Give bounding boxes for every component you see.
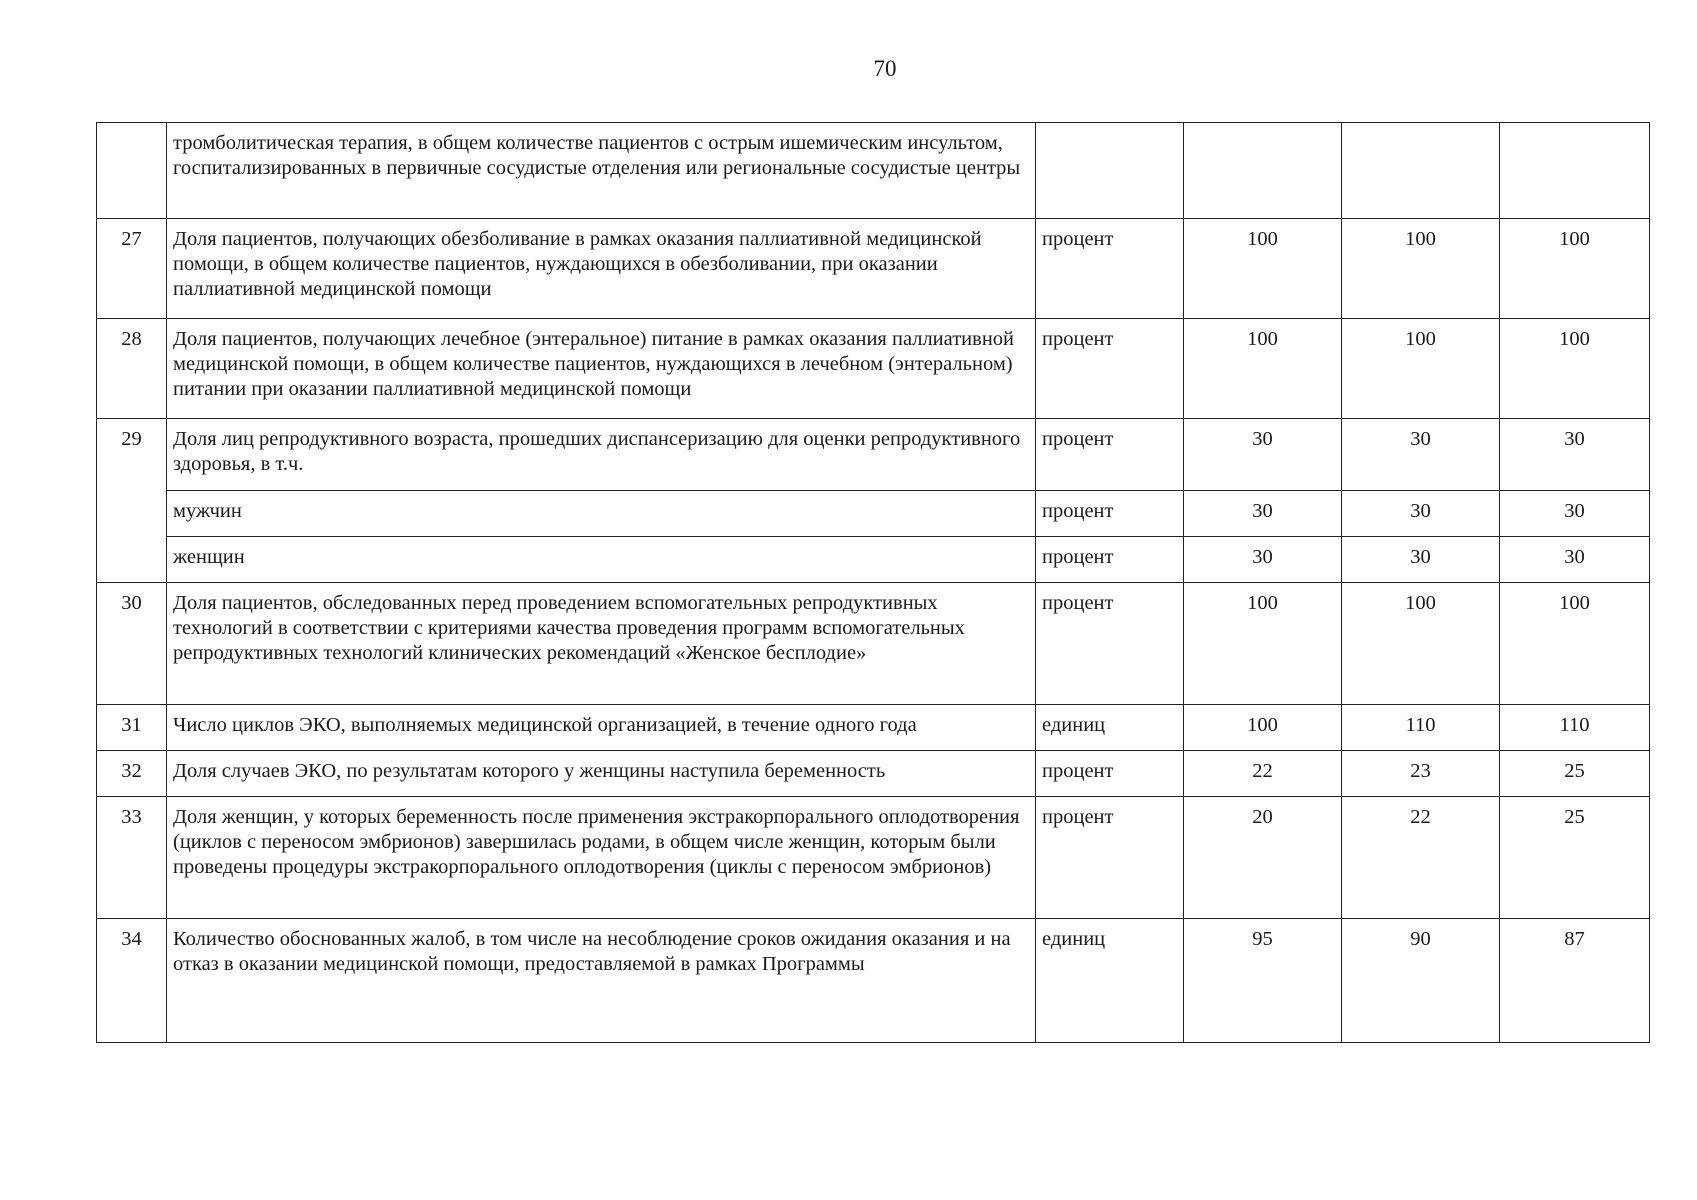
unit-cell: процент: [1036, 319, 1184, 419]
value-year-1: 30: [1184, 491, 1342, 537]
value-year-2: 100: [1342, 219, 1500, 319]
table-row: [97, 491, 1650, 537]
value-year-1: 30: [1184, 537, 1342, 583]
row-number: 28: [97, 319, 167, 419]
row-number: [97, 123, 167, 219]
value-year-2: 30: [1342, 537, 1500, 583]
indicator-description: тромболитическая терапия, в общем количестве пациентов с острым ишемическим инсультом, госпитализированных в первичные сосудистые отделения или региональные сосудистые центры: [167, 123, 1036, 219]
row-number: 30: [97, 583, 167, 705]
value-year-3: 100: [1500, 319, 1650, 419]
value-year-1: 20: [1184, 797, 1342, 919]
value-year-2: 90: [1342, 919, 1500, 1043]
value-year-3: 100: [1500, 583, 1650, 705]
indicator-description: Доля лиц репродуктивного возраста, прошедших диспансеризацию для оценки репродуктивного здоровья, в т.ч.: [167, 419, 1036, 491]
value-year-2: 30: [1342, 491, 1500, 537]
unit-cell: процент: [1036, 219, 1184, 319]
unit-cell: процент: [1036, 583, 1184, 705]
unit-cell: [1036, 123, 1184, 219]
indicator-description: Доля пациентов, получающих лечебное (энтеральное) питание в рамках оказания паллиативной медицинской помощи, в общем количестве пациентов, нуждающихся в лечебном (энтеральном) питании при оказании паллиативной медицинской помощи: [167, 319, 1036, 419]
value-year-2: 100: [1342, 319, 1500, 419]
value-year-1: 100: [1184, 319, 1342, 419]
value-year-1: 100: [1184, 705, 1342, 751]
value-year-3: 25: [1500, 797, 1650, 919]
value-year-3: 30: [1500, 537, 1650, 583]
table-row: [97, 219, 1650, 319]
indicator-description: Число циклов ЭКО, выполняемых медицинской организацией, в течение одного года: [167, 705, 1036, 751]
unit-cell: единиц: [1036, 919, 1184, 1043]
unit-cell: единиц: [1036, 705, 1184, 751]
value-year-3: 30: [1500, 419, 1650, 491]
value-year-1: 100: [1184, 583, 1342, 705]
value-year-1: 30: [1184, 419, 1342, 491]
table-row: [97, 537, 1650, 583]
value-year-3: 30: [1500, 491, 1650, 537]
unit-cell: процент: [1036, 537, 1184, 583]
value-year-2: 30: [1342, 419, 1500, 491]
table-row: [97, 705, 1650, 751]
row-number: 29: [97, 419, 167, 583]
row-number: 32: [97, 751, 167, 797]
indicator-description: Количество обоснованных жалоб, в том числе на несоблюдение сроков ожидания оказания и на отказ в оказании медицинской помощи, предоставляемой в рамках Программы: [167, 919, 1036, 1043]
table-row: [97, 751, 1650, 797]
value-year-2: 22: [1342, 797, 1500, 919]
value-year-2: 23: [1342, 751, 1500, 797]
page-number: 70: [873, 56, 897, 81]
table-row: [97, 583, 1650, 705]
value-year-3: 25: [1500, 751, 1650, 797]
indicators-table: [96, 122, 1650, 1043]
unit-cell: процент: [1036, 491, 1184, 537]
unit-cell: процент: [1036, 751, 1184, 797]
value-year-3: 87: [1500, 919, 1650, 1043]
value-year-2: 110: [1342, 705, 1500, 751]
value-year-1: 95: [1184, 919, 1342, 1043]
table-row: [97, 123, 1650, 219]
row-number: 34: [97, 919, 167, 1043]
indicator-description: Доля пациентов, получающих обезболивание в рамках оказания паллиативной медицинской помощи, в общем количестве пациентов, нуждающихся в обезболивании, при оказании паллиативной медицинской помощи: [167, 219, 1036, 319]
row-number: 27: [97, 219, 167, 319]
row-number: 31: [97, 705, 167, 751]
indicator-description: мужчин: [167, 491, 1036, 537]
table-row: [97, 319, 1650, 419]
value-year-3: 100: [1500, 219, 1650, 319]
value-year-2: [1342, 123, 1500, 219]
table-row: [97, 419, 1650, 491]
row-number: 33: [97, 797, 167, 919]
table-row: [97, 797, 1650, 919]
table-row: [97, 919, 1650, 1043]
value-year-1: [1184, 123, 1342, 219]
indicator-description: женщин: [167, 537, 1036, 583]
indicator-description: Доля пациентов, обследованных перед проведением вспомогательных репродуктивных технологий в соответствии с критериями качества проведения программ вспомогательных репродуктивных технологий клинических рекомендаций «Женское бесплодие»: [167, 583, 1036, 705]
value-year-1: 100: [1184, 219, 1342, 319]
unit-cell: процент: [1036, 419, 1184, 491]
value-year-1: 22: [1184, 751, 1342, 797]
indicator-description: Доля случаев ЭКО, по результатам которого у женщины наступила беременность: [167, 751, 1036, 797]
value-year-3: 110: [1500, 705, 1650, 751]
indicator-description: Доля женщин, у которых беременность после применения экстракорпорального оплодотворения (циклов с переносом эмбрионов) завершилась родами, в общем числе женщин, которым были проведены процедуры экстракорпорального оплодотворения (циклы с переносом эмбрионов): [167, 797, 1036, 919]
value-year-2: 100: [1342, 583, 1500, 705]
unit-cell: процент: [1036, 797, 1184, 919]
value-year-3: [1500, 123, 1650, 219]
